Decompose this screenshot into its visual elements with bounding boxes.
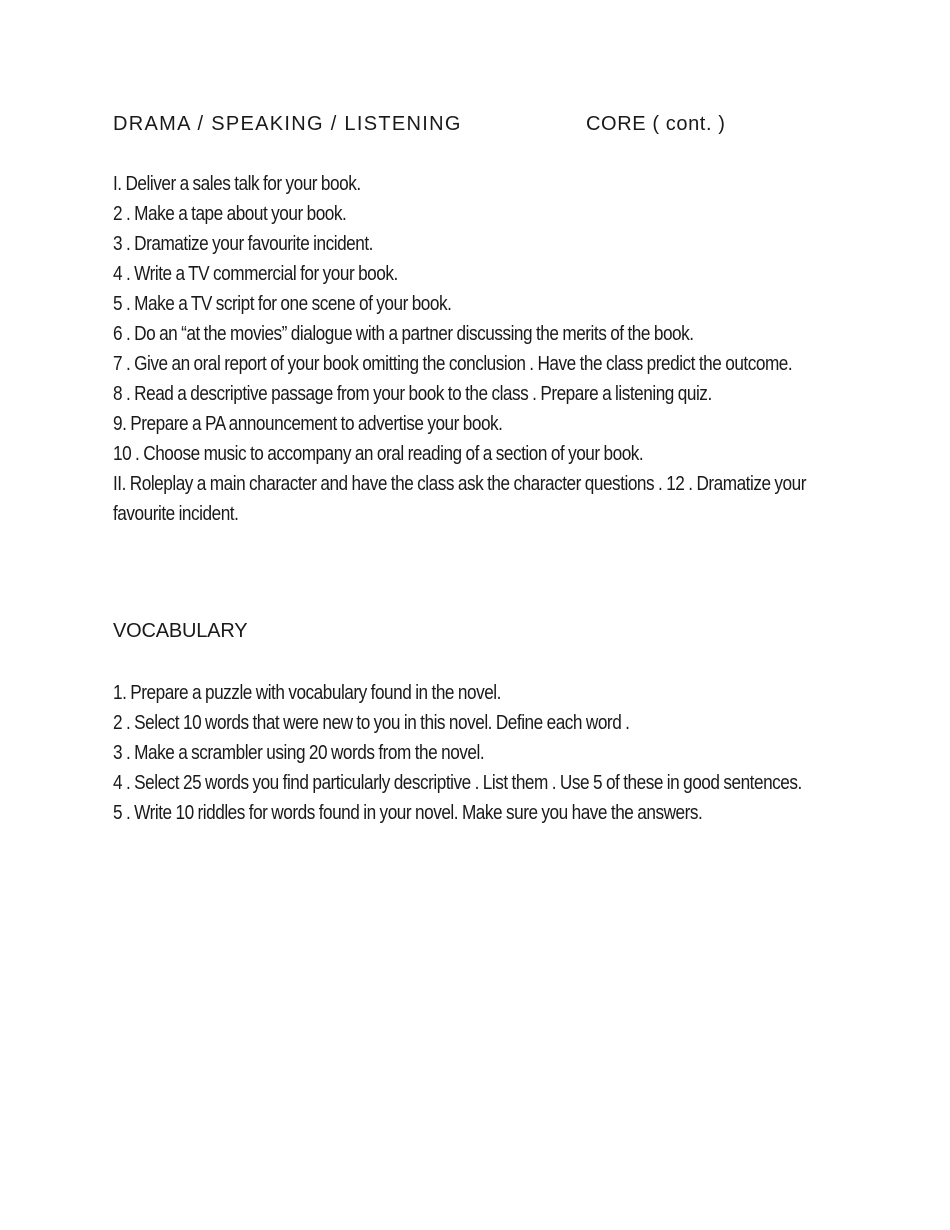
- list-item: I. Deliver a sales talk for your book.: [113, 173, 361, 195]
- page-header: [113, 113, 873, 139]
- drama-activity-list: [113, 169, 853, 529]
- vocabulary-activity-list: [113, 678, 853, 828]
- list-item: 3 . Dramatize your favourite incident.: [113, 233, 373, 255]
- list-item: 3 . Make a scrambler using 20 words from the novel.: [113, 742, 485, 764]
- vocabulary-heading: VOCABULARY: [113, 620, 248, 642]
- list-item: 2 . Make a tape about your book.: [113, 203, 347, 225]
- list-item: 7 . Give an oral report of your book omitting the conclusion . Have the class predict the outcome.: [113, 353, 793, 375]
- list-item: 5 . Make a TV script for one scene of your book.: [113, 293, 452, 315]
- list-item: 10 . Choose music to accompany an oral reading of a section of your book.: [113, 443, 644, 465]
- header-section-title: DRAMA / SPEAKING / LISTENING: [113, 113, 462, 135]
- list-item: 4 . Write a TV commercial for your book.: [113, 263, 398, 285]
- list-item: II. Roleplay a main character and have the class ask the character questions . 12 . Dramatize your favourite incident.: [113, 473, 807, 525]
- list-item: 8 . Read a descriptive passage from your book to the class . Prepare a listening quiz.: [113, 383, 712, 405]
- list-item: 6 . Do an “at the movies” dialogue with a partner discussing the merits of the book.: [113, 323, 694, 345]
- list-item: 5 . Write 10 riddles for words found in your novel. Make sure you have the answers.: [113, 802, 703, 824]
- header-core-label: CORE ( cont. ): [586, 113, 726, 135]
- list-item: 9. Prepare a PA announcement to advertise your book.: [113, 413, 503, 435]
- list-item: 1. Prepare a puzzle with vocabulary found in the novel.: [113, 682, 501, 704]
- list-item: 2 . Select 10 words that were new to you in this novel. Define each word .: [113, 712, 630, 734]
- list-item: 4 . Select 25 words you find particularly descriptive . List them . Use 5 of these in good sentences.: [113, 772, 802, 794]
